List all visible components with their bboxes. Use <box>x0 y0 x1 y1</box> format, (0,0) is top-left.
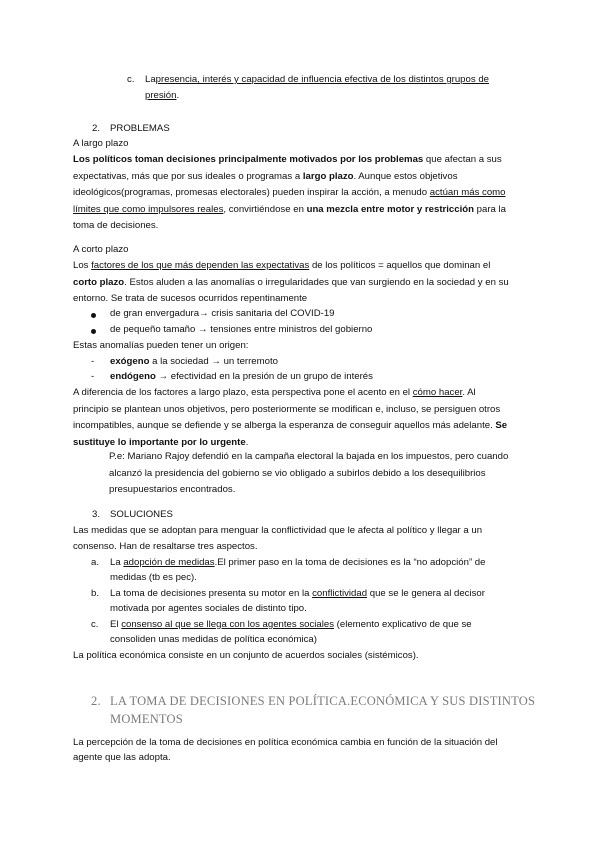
lp-l4-mid: , convirtiéndose en <box>223 203 307 215</box>
soluciones-intro-2: consenso. Han de resaltarse tres aspectos. <box>73 541 258 552</box>
sol-marker-b: b. <box>91 588 100 599</box>
soluciones-title: SOLUCIONES <box>110 509 173 520</box>
sol-a-pre: La <box>110 557 124 568</box>
lp-l4-rest: para la <box>474 203 506 215</box>
sol-b-underlined: conflictividad <box>312 588 368 599</box>
cp-l2-bold: corto plazo <box>73 276 125 288</box>
section2-para-line1: La percepción de la toma de decisiones en política económica cambia en función de la situación del <box>73 737 498 748</box>
problemas-number: 2. <box>92 123 101 134</box>
sol-b-pre: La toma de decisiones presenta su motor en la <box>110 588 313 599</box>
soluciones-number: 3. <box>92 509 101 520</box>
df-l1-underlined: cómo hacer <box>412 387 463 398</box>
df-line3 <box>73 418 507 435</box>
cp-line2 <box>73 275 509 292</box>
sol-marker-c: c. <box>91 619 99 630</box>
cp-l1-underlined: factores de los que más dependen las expectativas <box>91 260 310 271</box>
lp-l2-bold: largo plazo <box>302 170 354 182</box>
sol-c-pre: El <box>110 619 122 630</box>
corto-plazo-heading: A corto plazo <box>73 244 129 255</box>
cp-line3: entorno. Se trata de sucesos ocurridos repentinamente <box>73 293 308 304</box>
largo-plazo-paragraph <box>73 152 506 235</box>
item-c-pre: La <box>145 74 156 85</box>
cp-l1-pre: Los <box>73 260 92 271</box>
item-c-post: . <box>176 90 180 101</box>
cp-l2-rest: . Estos aluden a las anomalías o irregularidades que van surgiendo en la sociedad y en su <box>124 276 509 288</box>
df-l3-bold: Se <box>495 420 508 431</box>
lp-line3 <box>73 185 506 202</box>
corto-plazo-paragraph <box>73 258 509 308</box>
ex-line3: presupuestarios encontrados. <box>109 484 236 495</box>
bullet-dot-1 <box>91 313 96 318</box>
bullet-item-2: de pequeño tamaño → tensiones entre ministros del gobierno <box>110 324 373 335</box>
lp-line5: toma de decisiones. <box>73 220 159 231</box>
largo-plazo-heading: A largo plazo <box>73 138 129 149</box>
df-line1 <box>73 385 507 402</box>
dash-item-2 <box>110 369 373 386</box>
df-l4-bold: sustituye lo importante por lo urgente <box>73 436 246 448</box>
sol-item-a-line2: medidas (tb es pec). <box>110 572 197 583</box>
lp-l2-rest: . Aunque estos objetivos <box>353 170 458 182</box>
dash-item-1-bold: exógeno <box>110 356 150 367</box>
sol-marker-a: a. <box>91 557 100 568</box>
ex-line2: alcanzó la presidencia del gobierno se vio obligado a subirlos debido a los desequilibrios <box>109 467 486 479</box>
sol-a-underlined: adopción de medidas <box>123 557 215 568</box>
list-marker-c: c. <box>127 74 135 85</box>
ex-line1: P.e: Mariano Rajoy defendió en la campaña electoral la bajada en los impuestos, pero cuando <box>109 451 509 462</box>
lp-l1-rest: que afectan a sus <box>423 154 502 165</box>
bullet-item-1: de gran envergadura→ crisis sanitaria del COVID-19 <box>110 308 335 319</box>
df-l4-rest: . <box>245 436 249 448</box>
soluciones-closing: La política económica consiste en un conjunto de acuerdos sociales (sistémicos). <box>73 650 419 661</box>
lp-l4-bold: una mezcla entre motor y restricción <box>306 203 474 215</box>
sol-c-rest: (elemento explicativo de que se <box>334 619 472 630</box>
lp-line1 <box>73 152 506 169</box>
sol-a-rest: .El primer paso en la toma de decisiones es la “no adopción” de <box>214 557 486 568</box>
example-paragraph <box>109 449 508 499</box>
lp-l3-underlined: actúan más como <box>429 187 506 198</box>
lp-l3-pre: ideológicos(programas, promesas electorales) pueden inspirar la acción, a menudo <box>73 187 430 198</box>
soluciones-intro-1: Las medidas que se adoptan para menguar la conflictividad que le afecta al político y llegar a un <box>73 525 483 536</box>
section2-title-line2: MOMENTOS <box>110 712 183 726</box>
sol-item-c-line2: consoliden unas medidas de política económica) <box>110 634 317 645</box>
df-line2: principio se plantean unos objetivos, pero posteriormente se modifican e, incluso, se persiguen otros <box>73 403 501 415</box>
sol-c-underlined: consenso al que se llega con los agentes sociales <box>121 619 335 630</box>
lp-line4 <box>73 202 506 219</box>
sol-b-rest: que se le genera al decisor <box>367 588 485 599</box>
df-l1-rest: . Al <box>462 387 476 398</box>
df-l1-pre: A diferencia de los factores a largo plazo, esta perspectiva pone el acento en el <box>73 387 413 398</box>
lp-line2 <box>73 169 506 186</box>
item-c-line2 <box>145 88 179 105</box>
dash-item-2-bold: endógeno <box>110 371 156 382</box>
dash-item-1-rest: a la sociedad → un terremoto <box>149 356 278 367</box>
section2-para-line2: agente que las adopta. <box>73 752 171 763</box>
df-l3-pre: incompatibles, aunque se defiende y se alberga la esperanza de conseguir aquellos más adelante. <box>73 420 496 431</box>
sol-item-b-line2: motivada por agentes sociales de distinto tipo. <box>110 603 307 614</box>
lp-l4-underlined: límites que como impulsores reales <box>73 203 224 215</box>
bullet-dot-2 <box>91 329 96 334</box>
cp-l1-rest: de los políticos = aquellos que dominan el <box>309 260 491 271</box>
cp-line1 <box>73 258 509 275</box>
dash-item-2-rest: → efectividad en la presión de un grupo de interés <box>155 371 373 382</box>
item-c-underlined: presencia, interés y capacidad de influencia efectiva de los distintos grupos de <box>155 74 489 85</box>
diferencia-paragraph <box>73 385 507 451</box>
problemas-title: PROBLEMAS <box>110 123 170 134</box>
dash-marker-2: - <box>91 371 95 382</box>
item-c-underlined-2: presión <box>145 90 177 101</box>
section2-title-line1: LA TOMA DE DECISIONES EN POLÍTICA.ECONÓMICA Y SUS DISTINTOS <box>110 694 536 708</box>
section2-number: 2. <box>91 694 101 708</box>
origen-intro: Estas anomalías pueden tener un origen: <box>73 340 249 351</box>
item-c-line1 <box>145 72 489 89</box>
lp-l1-bold: Los políticos toman decisiones principalmente motivados por los problemas <box>73 154 424 165</box>
lp-l2-pre: expectativas, más que por sus ideales o programas a <box>73 170 303 182</box>
dash-marker-1: - <box>91 356 95 367</box>
